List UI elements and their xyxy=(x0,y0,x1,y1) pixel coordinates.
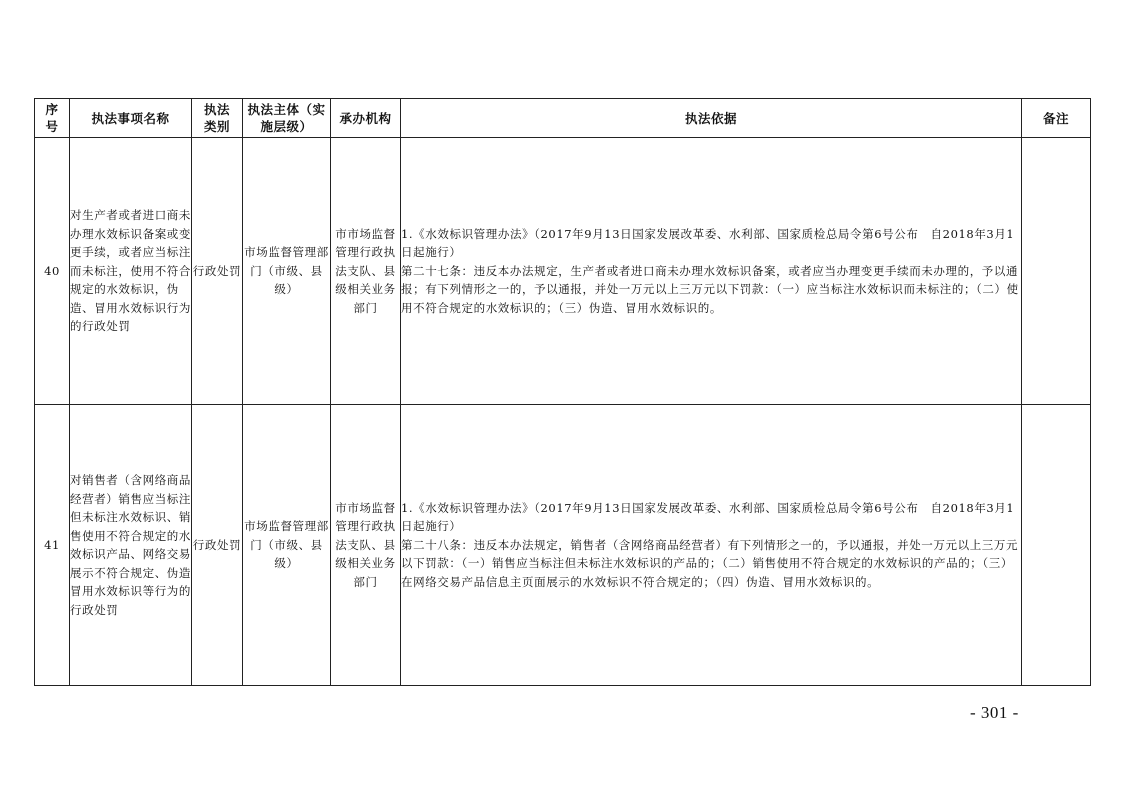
row-seq: 41 xyxy=(35,405,70,686)
page-number: - 301 - xyxy=(970,703,1019,722)
row-seq: 40 xyxy=(35,138,70,405)
row-item-name: 对销售者（含网络商品经营者）销售应当标注但未标注水效标识、销售使用不符合规定的水效标识产品、网络交易展示不符合规定、伪造冒用水效标识等行为的行政处罚 xyxy=(70,405,192,686)
enforcement-items-table xyxy=(34,98,1091,686)
row-org: 市市场监督管理行政执法支队、县级相关业务部门 xyxy=(331,405,401,686)
header-org: 承办机构 xyxy=(331,99,401,138)
row-item-name: 对生产者或者进口商未办理水效标识备案或变更手续，或者应当标注而未标注，使用不符合规定的水效标识，伪造、冒用水效标识行为的行政处罚 xyxy=(70,138,192,405)
row-org: 市市场监督管理行政执法支队、县级相关业务部门 xyxy=(331,138,401,405)
header-subject: 执法主体（实施层级） xyxy=(243,99,331,138)
header-note: 备注 xyxy=(1022,99,1091,138)
basis-regulation: 1.《水效标识管理办法》（2017年9月13日国家发展改革委、水利部、国家质检总局令第6号公布 自2018年3月1日起施行） xyxy=(401,500,1015,534)
row-subject: 市场监督管理部门（市级、县级） xyxy=(243,138,331,405)
header-item-name: 执法事项名称 xyxy=(70,99,192,138)
row-basis xyxy=(401,138,1022,405)
header-category: 执法类别 xyxy=(192,99,243,138)
row-basis xyxy=(401,405,1022,686)
basis-article: 第二十七条：违反本办法规定，生产者或者进口商未办理水效标识备案，或者应当办理变更手续而未办理的，予以通报；有下列情形之一的，予以通报，并处一万元以上三万元以下罚款：（一）应当标注水效标识而未标注的；（二）使用不符合规定的水效标识的；（三）伪造、冒用水效标识的。 xyxy=(401,263,1019,315)
header-seq: 序号 xyxy=(35,99,70,138)
row-category: 行政处罚 xyxy=(192,138,243,405)
row-category: 行政处罚 xyxy=(192,405,243,686)
row-subject: 市场监督管理部门（市级、县级） xyxy=(243,405,331,686)
row-note xyxy=(1022,405,1091,686)
table-header-row xyxy=(35,99,1091,138)
table-row xyxy=(35,405,1091,686)
table-row xyxy=(35,138,1091,405)
basis-regulation: 1.《水效标识管理办法》（2017年9月13日国家发展改革委、水利部、国家质检总局令第6号公布 自2018年3月1日起施行） xyxy=(401,226,1015,260)
row-note xyxy=(1022,138,1091,405)
basis-article: 第二十八条：违反本办法规定，销售者（含网络商品经营者）有下列情形之一的，予以通报，并处一万元以上三万元以下罚款：（一）销售应当标注但未标注水效标识的产品的；（二）销售使用不符合规定的水效标识的产品的；（三）在网络交易产品信息主页面展示的水效标识不符合规定的；（四）伪造、冒用水效标识的。 xyxy=(401,537,1019,589)
header-basis: 执法依据 xyxy=(401,99,1022,138)
